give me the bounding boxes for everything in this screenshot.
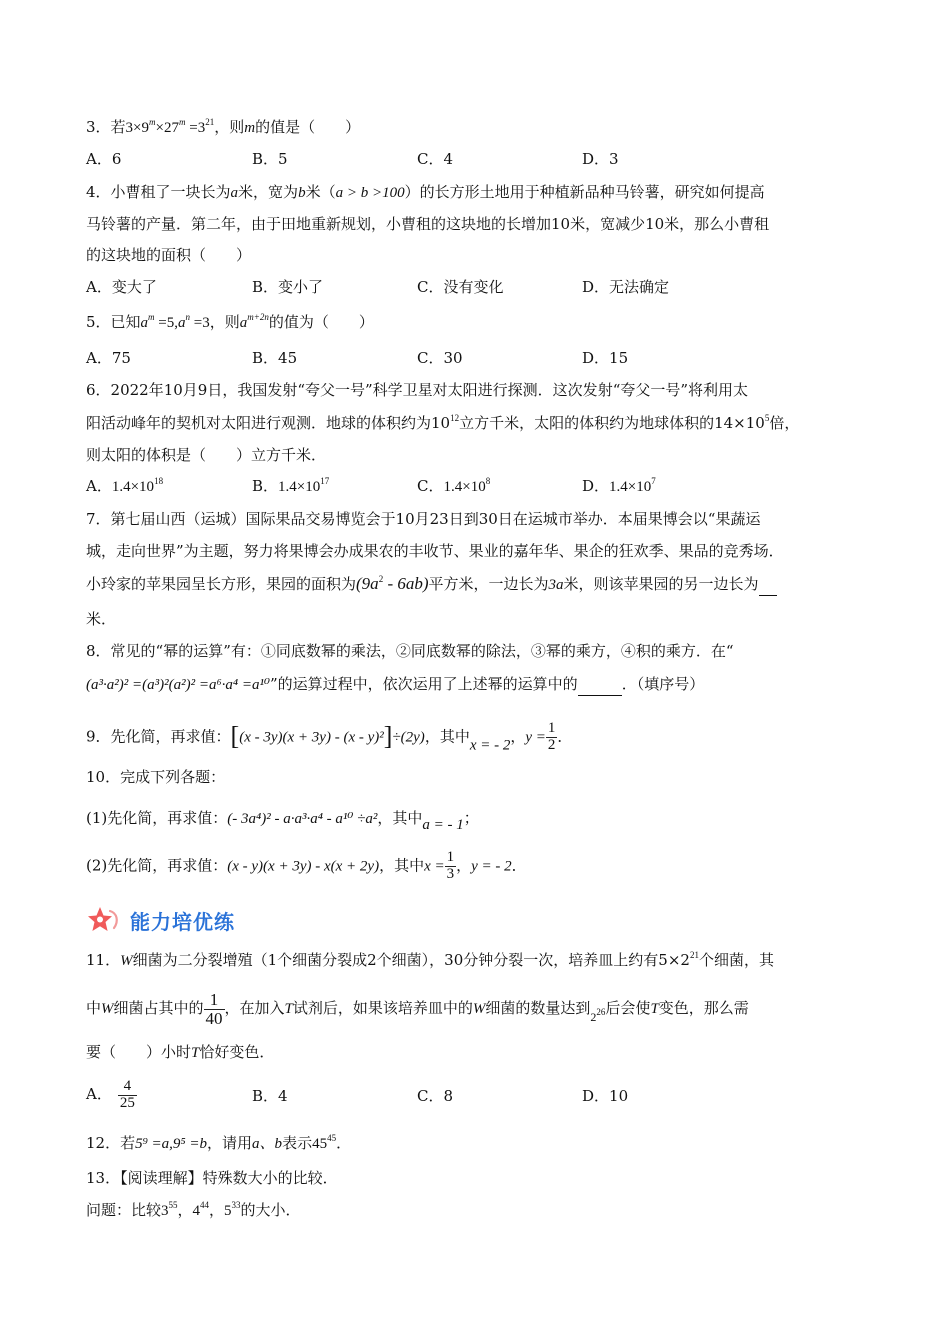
q11-option-a-num: 4 <box>118 1079 137 1096</box>
q10-p2-num: 1 <box>446 849 455 865</box>
q12-target-base: 45 <box>312 1136 328 1152</box>
q6-option-b-label: B． <box>252 477 279 495</box>
q10-p1-label: (1)先化简，再求值： <box>86 809 228 827</box>
q9-stem <box>86 721 572 758</box>
q5-eq1: =5, <box>154 315 179 331</box>
q10-p2-mid: ，其中 <box>379 856 425 875</box>
q5-exp-n: n <box>185 312 191 322</box>
q11-option-b[interactable]: B．4 <box>252 1087 288 1105</box>
q7-line1: 7．第七届山西（运城）国际果品交易博览会于10月23日到30日在运城市举办．本届果博会以“果蔬运 <box>86 510 761 528</box>
q9-divide: ÷(2y) <box>392 729 425 746</box>
q5-option-a[interactable]: A．75 <box>86 349 131 367</box>
q11-option-c[interactable]: C．8 <box>417 1087 454 1105</box>
q11-t1: T <box>284 1001 293 1017</box>
q11-option-a-den: 25 <box>119 1094 135 1111</box>
q12-mid: ，请用 <box>207 1134 253 1152</box>
q13-sep-2: ， <box>209 1201 225 1219</box>
q12-target-exp: 45 <box>327 1133 337 1143</box>
q10-p2-y-value: y = - 2 <box>471 858 512 875</box>
q5-base-a1: a <box>140 315 149 331</box>
q6-option-b[interactable] <box>252 475 329 498</box>
q8-text-c: ．（填序号） <box>621 675 705 693</box>
q13-base-3: 5 <box>224 1203 232 1219</box>
q7-line3 <box>86 573 777 596</box>
q7-area-open: (9a <box>356 574 379 593</box>
q3-expr-c: =3 <box>185 120 206 136</box>
q6-option-d-label: D． <box>582 477 610 495</box>
q11-text-3a: 要（ ）小时 <box>86 1043 192 1061</box>
q5-exp-m: m <box>148 312 155 322</box>
q5-option-b[interactable]: B．45 <box>252 349 298 367</box>
q4-var-a: a <box>230 185 239 201</box>
q4-line1 <box>86 181 765 204</box>
q4-line2: 马铃薯的产量．第二年，由于田地重新规划，小曹租的这块地的长增加10米，宽减少10米，那么小曹租 <box>86 215 770 233</box>
q6-option-c-base: 1.4×10 <box>443 479 486 495</box>
q12-mid2: 表示 <box>282 1134 313 1152</box>
q4-text-d: ）的长方形土地用于种植新品种马铃薯，研究如何提高 <box>404 183 765 201</box>
q11-text-2c: ，在加入 <box>224 999 285 1017</box>
q11-frac-den: 40 <box>205 1008 223 1028</box>
q5-base-a3: a <box>239 315 248 331</box>
q11-option-a[interactable] <box>86 1074 137 1114</box>
q4-option-d[interactable]: D．无法确定 <box>582 278 670 296</box>
q12-expression: 5⁹ =a,9⁵ =b <box>135 1136 208 1152</box>
q5-eq2: =3 <box>190 315 210 331</box>
q5-exp-mn: m+2n <box>247 312 269 322</box>
q5-option-c[interactable]: C．30 <box>417 349 463 367</box>
q5-tail: 的值为（ ） <box>268 313 374 331</box>
q9-y-num: 1 <box>547 720 556 736</box>
q10-p1-value: a = - 1 <box>422 817 464 833</box>
q11-text-2g: 变色，那么需 <box>658 999 749 1017</box>
q5-label: 5．已知 <box>86 313 141 331</box>
q11-line1 <box>86 949 774 972</box>
section-title: 能力培优练 <box>130 909 235 934</box>
q11-text-2f: 后会使 <box>605 999 651 1017</box>
q3-exp-m2: m <box>178 117 186 127</box>
q6-text-c: 倍， <box>769 414 800 432</box>
q10-title: 10．完成下列各题： <box>86 768 226 786</box>
q5-option-d[interactable]: D．15 <box>582 349 629 367</box>
q11-w2: W <box>101 1001 114 1017</box>
q6-option-c-label: C． <box>417 477 444 495</box>
q10-p2-sep: ， <box>456 856 472 875</box>
q13-sep-1: ， <box>177 1201 193 1219</box>
q3-stem <box>86 116 360 139</box>
q6-option-d-base: 1.4×10 <box>609 479 652 495</box>
q7-area-exp: 2 <box>378 574 384 584</box>
q6-option-d[interactable] <box>582 475 656 498</box>
q7-line2: 城，走向世界”为主题，努力将果博会办成果农的丰收节、果业的嘉年华、果企的狂欢季、果品的竞秀场． <box>86 542 784 560</box>
q7-area-close: - 6ab) <box>383 574 429 593</box>
q10-p1-mid: ，其中 <box>377 809 423 827</box>
q13-line1: 13．【阅读理解】特殊数大小的比较． <box>86 1169 338 1187</box>
q6-text-b: 立方千米，太阳的体积约为地球体积的14×10 <box>459 414 765 432</box>
q10-p2-x-fraction <box>445 850 457 883</box>
q3-expr-a: 3×9 <box>125 120 150 136</box>
q11-text-2b: 细菌占其中的 <box>113 999 204 1017</box>
q12-end: ． <box>336 1134 352 1152</box>
q3-option-c[interactable]: C．4 <box>417 150 454 168</box>
q6-option-b-exp: 17 <box>320 476 330 486</box>
q9-expression: (x - 3y)(x + 3y) - (x - y)² <box>239 729 384 746</box>
q6-line2 <box>86 412 799 434</box>
q9-end: ． <box>557 727 573 746</box>
q10-p2-label: (2)先化简，再求值： <box>86 856 228 875</box>
q9-label: 9．先化简，再求值： <box>86 727 231 746</box>
q6-exp-5: 5 <box>764 413 770 423</box>
q10-p2-expression: (x - y)(x + 3y) - x(x + 2y) <box>227 858 380 875</box>
q13-text-a: 问题：比较 <box>86 1201 162 1219</box>
q5-base-a2: a <box>178 315 186 331</box>
q7-text-c: 米，则该苹果园的另一边长为 <box>563 575 759 593</box>
q3-tail-a: ，则 <box>214 118 245 136</box>
q10-p1-expression: (- 3a⁴)² - a·a³·a⁴ - a¹⁰ ÷a² <box>227 811 378 827</box>
section-header <box>86 903 235 937</box>
q4-var-b: b <box>298 185 306 201</box>
q9-sep: ， <box>510 727 526 746</box>
q9-y-den: 2 <box>547 736 556 753</box>
q3-exp-m1: m <box>149 117 156 127</box>
q8-text-b: ”的运算过程中，依次运用了上述幂的运算中的 <box>270 675 578 693</box>
q9-mid: ，其中 <box>424 727 470 746</box>
q6-text-a: 阳活动峰年的契机对太阳进行观测．地球的体积约为10 <box>86 414 451 432</box>
q13-exp-3: 33 <box>231 1200 241 1210</box>
q6-line1: 6．2022年10月9日，我国发射“夸父一号”科学卫星对太阳进行探测．这次发射“夸父一号”将利用太 <box>86 381 749 399</box>
q8-line1: 8．常见的“幂的运算”有：①同底数幂的乘法，②同底数幂的除法，③幂的乘方，④积的乘方．在“ <box>86 642 734 660</box>
q7-line4: 米． <box>86 610 117 628</box>
q11-w1: W <box>120 953 133 969</box>
q4-option-c[interactable]: C．没有变化 <box>417 278 504 296</box>
q7-side: 3a <box>548 577 564 593</box>
q11-pow-base: 2 <box>590 1010 597 1024</box>
q3-tail-b: 的值是（ ） <box>255 118 361 136</box>
q4-text-a: 4．小曹租了一块长为 <box>86 183 231 201</box>
q9-y-var: y = <box>525 729 546 746</box>
q10-p2-x-var: x = <box>424 858 445 875</box>
q9-x-value: x = - 2 <box>469 737 511 754</box>
q4-option-b[interactable]: B．变小了 <box>252 278 324 296</box>
q13-base-2: 4 <box>192 1203 201 1219</box>
q9-y-fraction <box>546 721 558 754</box>
q11-line2 <box>86 990 749 1035</box>
star-icon <box>86 905 122 935</box>
q11-t2: T <box>650 1001 659 1017</box>
q10-p1-end: ； <box>463 809 479 827</box>
q11-text-2d: 试剂后，如果该培养皿中的 <box>292 999 473 1017</box>
q9-bracket-right: ] <box>383 721 393 751</box>
q13-exp-1: 55 <box>168 1200 178 1210</box>
q6-option-a[interactable] <box>86 475 163 498</box>
q11-text-2e: 细菌的数量达到 <box>485 999 591 1017</box>
q9-bracket-left: [ <box>230 721 240 751</box>
q8-expression: (a³·a²)² =(a³)²(a²)² =a⁶·a⁴ =a¹⁰ <box>86 677 271 693</box>
q3-expr-b: ×27 <box>155 120 179 136</box>
q6-exp-12: 12 <box>450 413 460 423</box>
q13-text-b: 的大小． <box>240 1201 301 1219</box>
q5-mid: ，则 <box>209 313 240 331</box>
q11-t3: T <box>191 1045 200 1061</box>
q10-p2-end: ． <box>511 856 527 875</box>
q4-condition: a > b >100 <box>335 185 405 201</box>
q7-text-a: 小玲家的苹果园呈长方形，果园的面积为 <box>86 575 357 593</box>
q11-option-d[interactable]: D．10 <box>582 1087 629 1105</box>
q13-line2 <box>86 1199 301 1222</box>
q8-answer-blank[interactable] <box>578 673 622 696</box>
q6-option-c[interactable] <box>417 475 490 498</box>
q12-stem <box>86 1132 351 1155</box>
q11-option-a-label: A． <box>86 1085 112 1103</box>
q13-exp-2: 44 <box>200 1200 210 1210</box>
q11-fraction <box>204 991 225 1028</box>
q3-option-a[interactable]: A．6 <box>86 150 122 168</box>
q12-vars: a、b <box>252 1136 283 1152</box>
q6-option-d-exp: 7 <box>651 476 656 486</box>
q3-exp-21: 21 <box>205 117 215 127</box>
q6-option-c-exp: 8 <box>485 476 491 486</box>
q6-option-a-base: 1.4×10 <box>111 479 155 495</box>
q10-p2-den: 3 <box>446 865 455 882</box>
q12-label: 12．若 <box>86 1134 136 1152</box>
q11-option-a-fraction <box>118 1079 137 1112</box>
q11-exp-21: 21 <box>689 950 699 960</box>
q3-label: 3．若 <box>86 118 126 136</box>
q11-text-3b: 恰好变色． <box>199 1043 275 1061</box>
q10-part2 <box>86 850 527 883</box>
q5-stem <box>86 311 374 334</box>
q4-option-a[interactable]: A．变大了 <box>86 278 157 296</box>
q6-option-b-base: 1.4×10 <box>278 479 321 495</box>
q3-var-m: m <box>244 120 256 136</box>
q7-answer-blank[interactable] <box>759 573 777 596</box>
q13-base-1: 3 <box>161 1203 169 1219</box>
q11-label: 11． <box>86 951 121 969</box>
q4-text-b: 米，宽为 <box>238 183 299 201</box>
q11-frac-num: 1 <box>204 991 225 1010</box>
q10-part1 <box>86 805 479 838</box>
q11-text-c: 个细菌，其 <box>698 951 774 969</box>
q3-option-d[interactable]: D．3 <box>582 150 619 168</box>
q11-text-b: 细菌为二分裂增殖（1个细菌分裂成2个细菌），30分钟分裂一次，培养皿上约有5×2 <box>132 951 690 969</box>
q6-option-a-label: A． <box>86 477 112 495</box>
q4-text-c: 米（ <box>305 183 336 201</box>
q4-line3: 的这块地的面积（ ） <box>86 246 252 264</box>
q11-line3 <box>86 1041 274 1064</box>
q6-line3: 则太阳的体积是（ ）立方千米． <box>86 446 327 464</box>
q6-option-a-exp: 18 <box>154 476 164 486</box>
q11-pow-exp: 26 <box>596 1007 606 1017</box>
q11-text-2a: 中 <box>86 999 102 1017</box>
q11-w3: W <box>472 1001 486 1017</box>
q3-option-b[interactable]: B．5 <box>252 150 288 168</box>
q8-line2 <box>86 673 704 696</box>
q7-text-b: 平方米，一边长为 <box>428 575 549 593</box>
